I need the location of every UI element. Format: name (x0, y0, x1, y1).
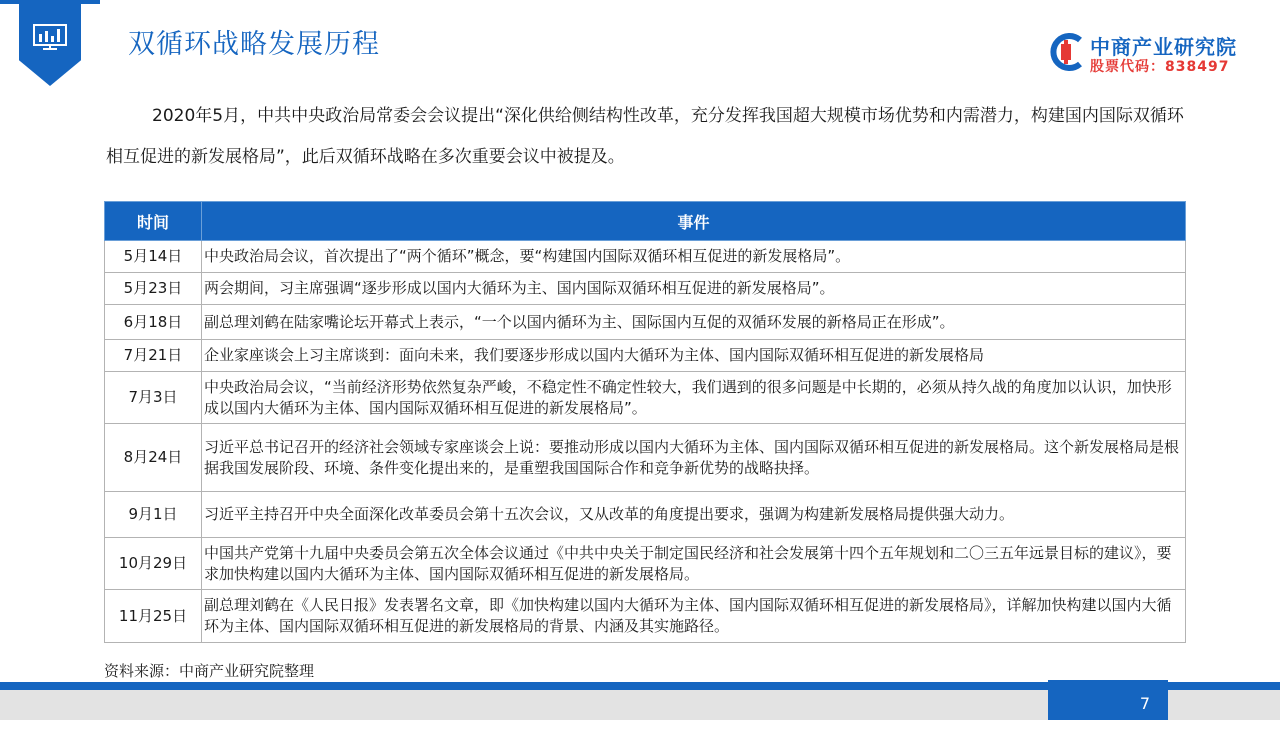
column-header-time: 时间 (105, 202, 202, 241)
page-title: 双循环战略发展历程 (128, 29, 380, 60)
event-date: 10月29日 (105, 538, 202, 590)
event-description: 中央政治局会议，“当前经济形势依然复杂严峻，不稳定性不确定性较大，我们遇到的很多问题是中长期的，必须从持久战的角度加以认识，加快形成以国内大循环为主体、国内国际双循环相互促进的新发展格局”。 (202, 372, 1186, 424)
intro-paragraph: 2020年5月，中共中央政治局常委会会议提出“深化供给侧结构性改革，充分发挥我国超大规模市场优势和内需潜力，构建国内国际双循环相互促进的新发展格局”，此后双循环战略在多次重要会议中被提及。 (106, 106, 1184, 167)
event-date: 9月1日 (105, 492, 202, 538)
source-note: 资料来源：中商产业研究院整理 (104, 662, 315, 680)
table-row (105, 492, 1186, 538)
event-date: 11月25日 (105, 590, 202, 643)
stock-code: 股票代码：838497 (1090, 59, 1230, 75)
event-date: 5月14日 (105, 241, 202, 273)
table-row (105, 424, 1186, 492)
events-table (104, 201, 1186, 643)
event-date: 7月21日 (105, 340, 202, 372)
table-row (105, 305, 1186, 340)
table-row (105, 372, 1186, 424)
company-logo-icon (1046, 32, 1086, 72)
event-description: 中央政治局会议，首次提出了“两个循环”概念，要“构建国内国际双循环相互促进的新发展格局”。 (202, 241, 1186, 273)
event-description: 习近平总书记召开的经济社会领域专家座谈会上说：要推动形成以国内大循环为主体、国内国际双循环相互促进的新发展格局。这个新发展格局是根据我国发展阶段、环境、条件变化提出来的，是重塑我国国际合作和竞争新优势的战略抉择。 (202, 424, 1186, 492)
event-date: 8月24日 (105, 424, 202, 492)
event-description: 习近平主持召开中央全面深化改革委员会第十五次会议，又从改革的角度提出要求，强调为构建新发展格局提供强大动力。 (202, 492, 1186, 538)
header-badge (19, 0, 81, 86)
table-row (105, 590, 1186, 643)
event-description: 中国共产党第十九届中央委员会第五次全体会议通过《中共中央关于制定国民经济和社会发展第十四个五年规划和二〇三五年远景目标的建议》，要求加快构建以国内大循环为主体、国内国际双循环相互促进的新发展格局。 (202, 538, 1186, 590)
event-date: 5月23日 (105, 273, 202, 305)
column-header-event: 事件 (202, 202, 1186, 241)
company-name: 中商产业研究院 (1090, 35, 1237, 59)
table-row (105, 241, 1186, 273)
event-description: 两会期间，习主席强调“逐步形成以国内大循环为主、国内国际双循环相互促进的新发展格局”。 (202, 273, 1186, 305)
table-row (105, 273, 1186, 305)
page-number: 7 (1139, 694, 1150, 713)
chart-board-icon (33, 24, 67, 50)
table-row (105, 538, 1186, 590)
company-logo (1046, 30, 1256, 78)
table-header-row (105, 202, 1186, 241)
event-description: 副总理刘鹤在陆家嘴论坛开幕式上表示，“一个以国内循环为主、国际国内互促的双循环发展的新格局正在形成”。 (202, 305, 1186, 340)
event-description: 企业家座谈会上习主席谈到：面向未来，我们要逐步形成以国内大循环为主体、国内国际双循环相互促进的新发展格局 (202, 340, 1186, 372)
event-date: 7月3日 (105, 372, 202, 424)
table-row (105, 340, 1186, 372)
event-description: 副总理刘鹤在《人民日报》发表署名文章，即《加快构建以国内大循环为主体、国内国际双循环相互促进的新发展格局》，详解加快构建以国内大循环为主体、国内国际双循环相互促进的新发展格局的背景、内涵及其实施路径。 (202, 590, 1186, 643)
event-date: 6月18日 (105, 305, 202, 340)
